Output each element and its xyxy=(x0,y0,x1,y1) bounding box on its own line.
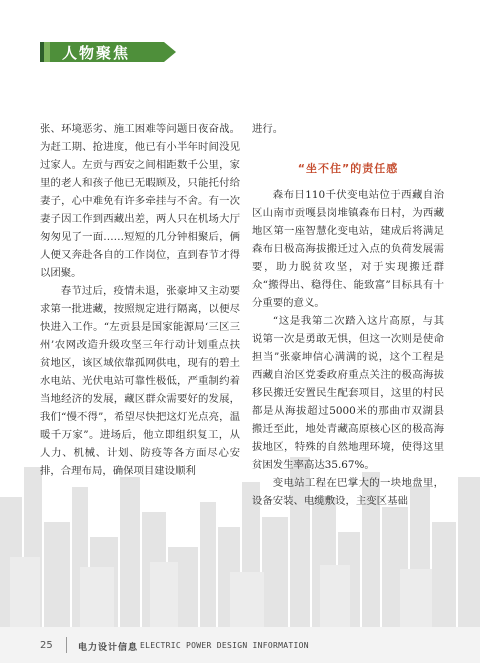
section-tab xyxy=(40,38,180,66)
journal-name-cn: 电力设计信息 xyxy=(78,643,139,653)
paragraph-continuation: 进行。 xyxy=(252,123,284,135)
section-title: 人物聚焦 xyxy=(62,44,131,62)
article-left-column xyxy=(40,120,240,480)
footer-divider xyxy=(66,637,67,653)
page-footer xyxy=(0,627,480,663)
section-subheading: “坐不住”的责任感 xyxy=(297,162,399,175)
article-right-column xyxy=(252,120,444,510)
page-number: 25 xyxy=(40,640,53,651)
paragraph: 森布日110千伏变电站位于西藏自治区山南市贡嘎县岗堆镇森布日村，为西藏地区第一座智慧化变电站，建成后将满足森布日极高海拔搬迁过入点的负荷发展需要，助力脱贫攻坚，对于实现搬迁群众“搬得出、稳得住、能致富”目标具有十分重要的意义。 xyxy=(252,189,444,309)
journal-name-en: ELECTRIC POWER DESIGN INFORMATION xyxy=(140,641,309,650)
paragraph: “这是我第二次踏入这片高原，与其说第一次是勇敢无惧，但这一次则是使命担当”张豪坤信心满满的说，这个工程是西藏自治区党委政府重点关注的极高海拔移民搬迁安置民生配套项目，这里的村民都是从海拔超过5000米的那曲市双湖县搬迁至此，地处青藏高原核心区的极高海拔地区，特殊的自然地理环境，使得这里贫困发生率高达35.67%。 xyxy=(252,315,444,471)
paragraph: 变电站工程在巴掌大的一块地盘里，设备安装、电缆敷设，主变区基础 xyxy=(252,477,444,507)
paragraph: 春节过后，疫情未退，张豪坤又主动要求第一批进藏，按照规定进行隔离，以便尽快进入工作。“左贡县是国家能源局‘三区三州’农网改造升级攻坚三年行动计划重点扶贫地区，该区域依靠孤网供电，现有的碧土水电站、光伏电站可靠性极低，严重制约着当地经济的发展，藏区群众需要好的发展，我们“慢不得”，希望尽快把这灯光点亮，温暖千万家”。进场后，他立即组织复工，从人力、机械、计划、防疫等各方面尽心安排，合理布局，确保项目建设顺利 xyxy=(40,285,240,477)
paragraph: 张、环境恶劣、施工困难等问题日夜奋战。为赶工期、抢进度，他已有小半年时间没见过家人。左贡与西安之间相距数千公里，家里的老人和孩子他已无暇顾及，只能托付给妻子，心中难免有许多牵挂与不舍。有一次妻子因工作到西藏出差，两人只在机场大厅匆匆见了一面……短短的几分钟相聚后，俩人便又奔赴各自的工作岗位，直到春节才得以团聚。 xyxy=(40,123,240,279)
